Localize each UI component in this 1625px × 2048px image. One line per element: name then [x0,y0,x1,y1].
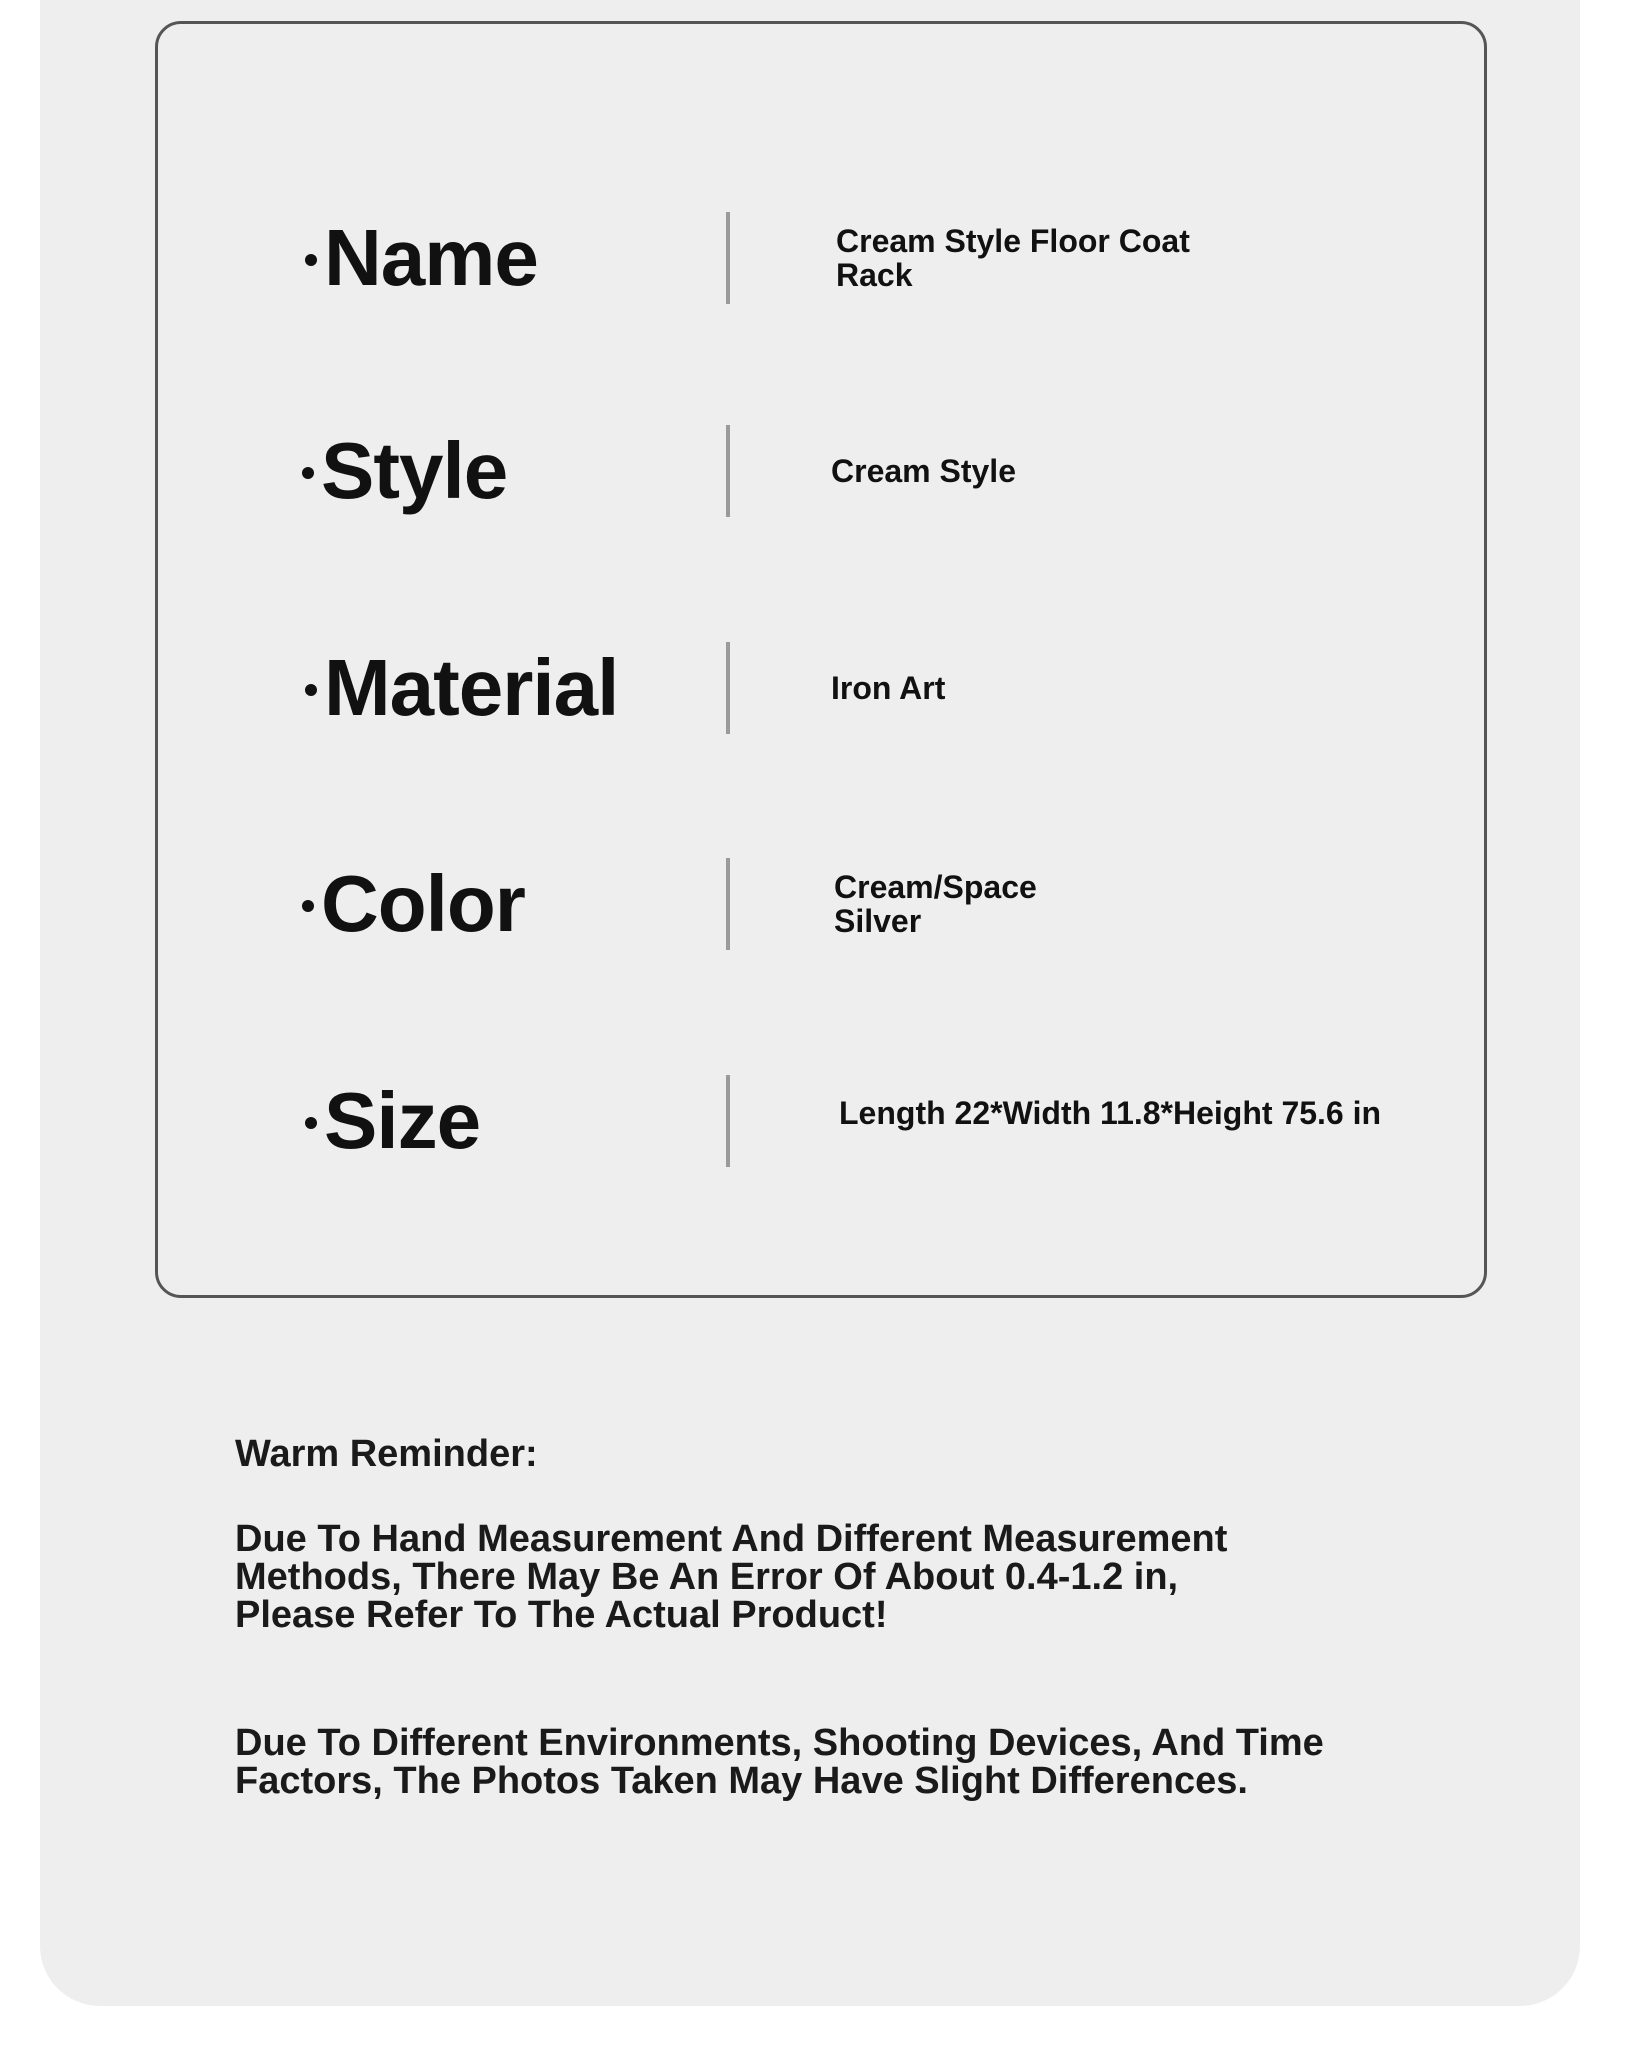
spec-label-text: Style [321,426,508,515]
spec-value-color [834,858,1037,950]
bullet-icon [305,1117,317,1129]
reminder-paragraph-photos: Due To Different Environments, Shooting Devices, And Time Factors, The Photos Taken May Have Slight Differences. [235,1722,1324,1802]
spec-value-line: Length 22*Width 11.8*Height 75.6 in [839,1095,1382,1131]
spec-value-material [831,642,945,734]
reminder-paragraph-measurement: Due To Hand Measurement And Different Measurement Methods, There May Be An Error Of About 0.4-1.2 in, Please Refer To The Actual Product! [235,1518,1228,1636]
spec-label-size [305,1075,480,1167]
spec-label-style [302,425,507,517]
spec-value-line: Cream/Space [834,869,1037,905]
bullet-icon [302,900,314,912]
bullet-icon [305,684,317,696]
spec-row-material [158,642,1484,734]
spec-label-text: Name [324,213,538,302]
divider [726,858,730,950]
divider [726,1075,730,1167]
spec-value-line: Silver [834,903,922,939]
spec-row-style [158,425,1484,517]
spec-label-text: Color [321,859,525,948]
bullet-icon [305,254,317,266]
spec-row-name [158,212,1484,304]
divider [726,425,730,517]
warm-reminder-title: Warm Reminder: [235,1433,538,1475]
spec-label-color [302,858,525,950]
spec-value-name [836,212,1190,304]
spec-value-line: Rack [836,257,913,293]
spec-card [155,21,1487,1298]
divider [726,642,730,734]
spec-label-text: Size [324,1076,481,1165]
divider [726,212,730,304]
spec-label-name [305,212,538,304]
spec-value-size [839,1067,1381,1159]
spec-row-size [158,1075,1484,1167]
spec-value-style [831,425,1016,517]
spec-value-line: Iron Art [831,670,946,706]
spec-value-line: Cream Style [831,453,1016,489]
spec-value-line: Cream Style Floor Coat [836,223,1190,259]
spec-label-text: Material [324,643,619,732]
spec-row-color [158,858,1484,950]
spec-label-material [305,642,618,734]
bullet-icon [302,467,314,479]
